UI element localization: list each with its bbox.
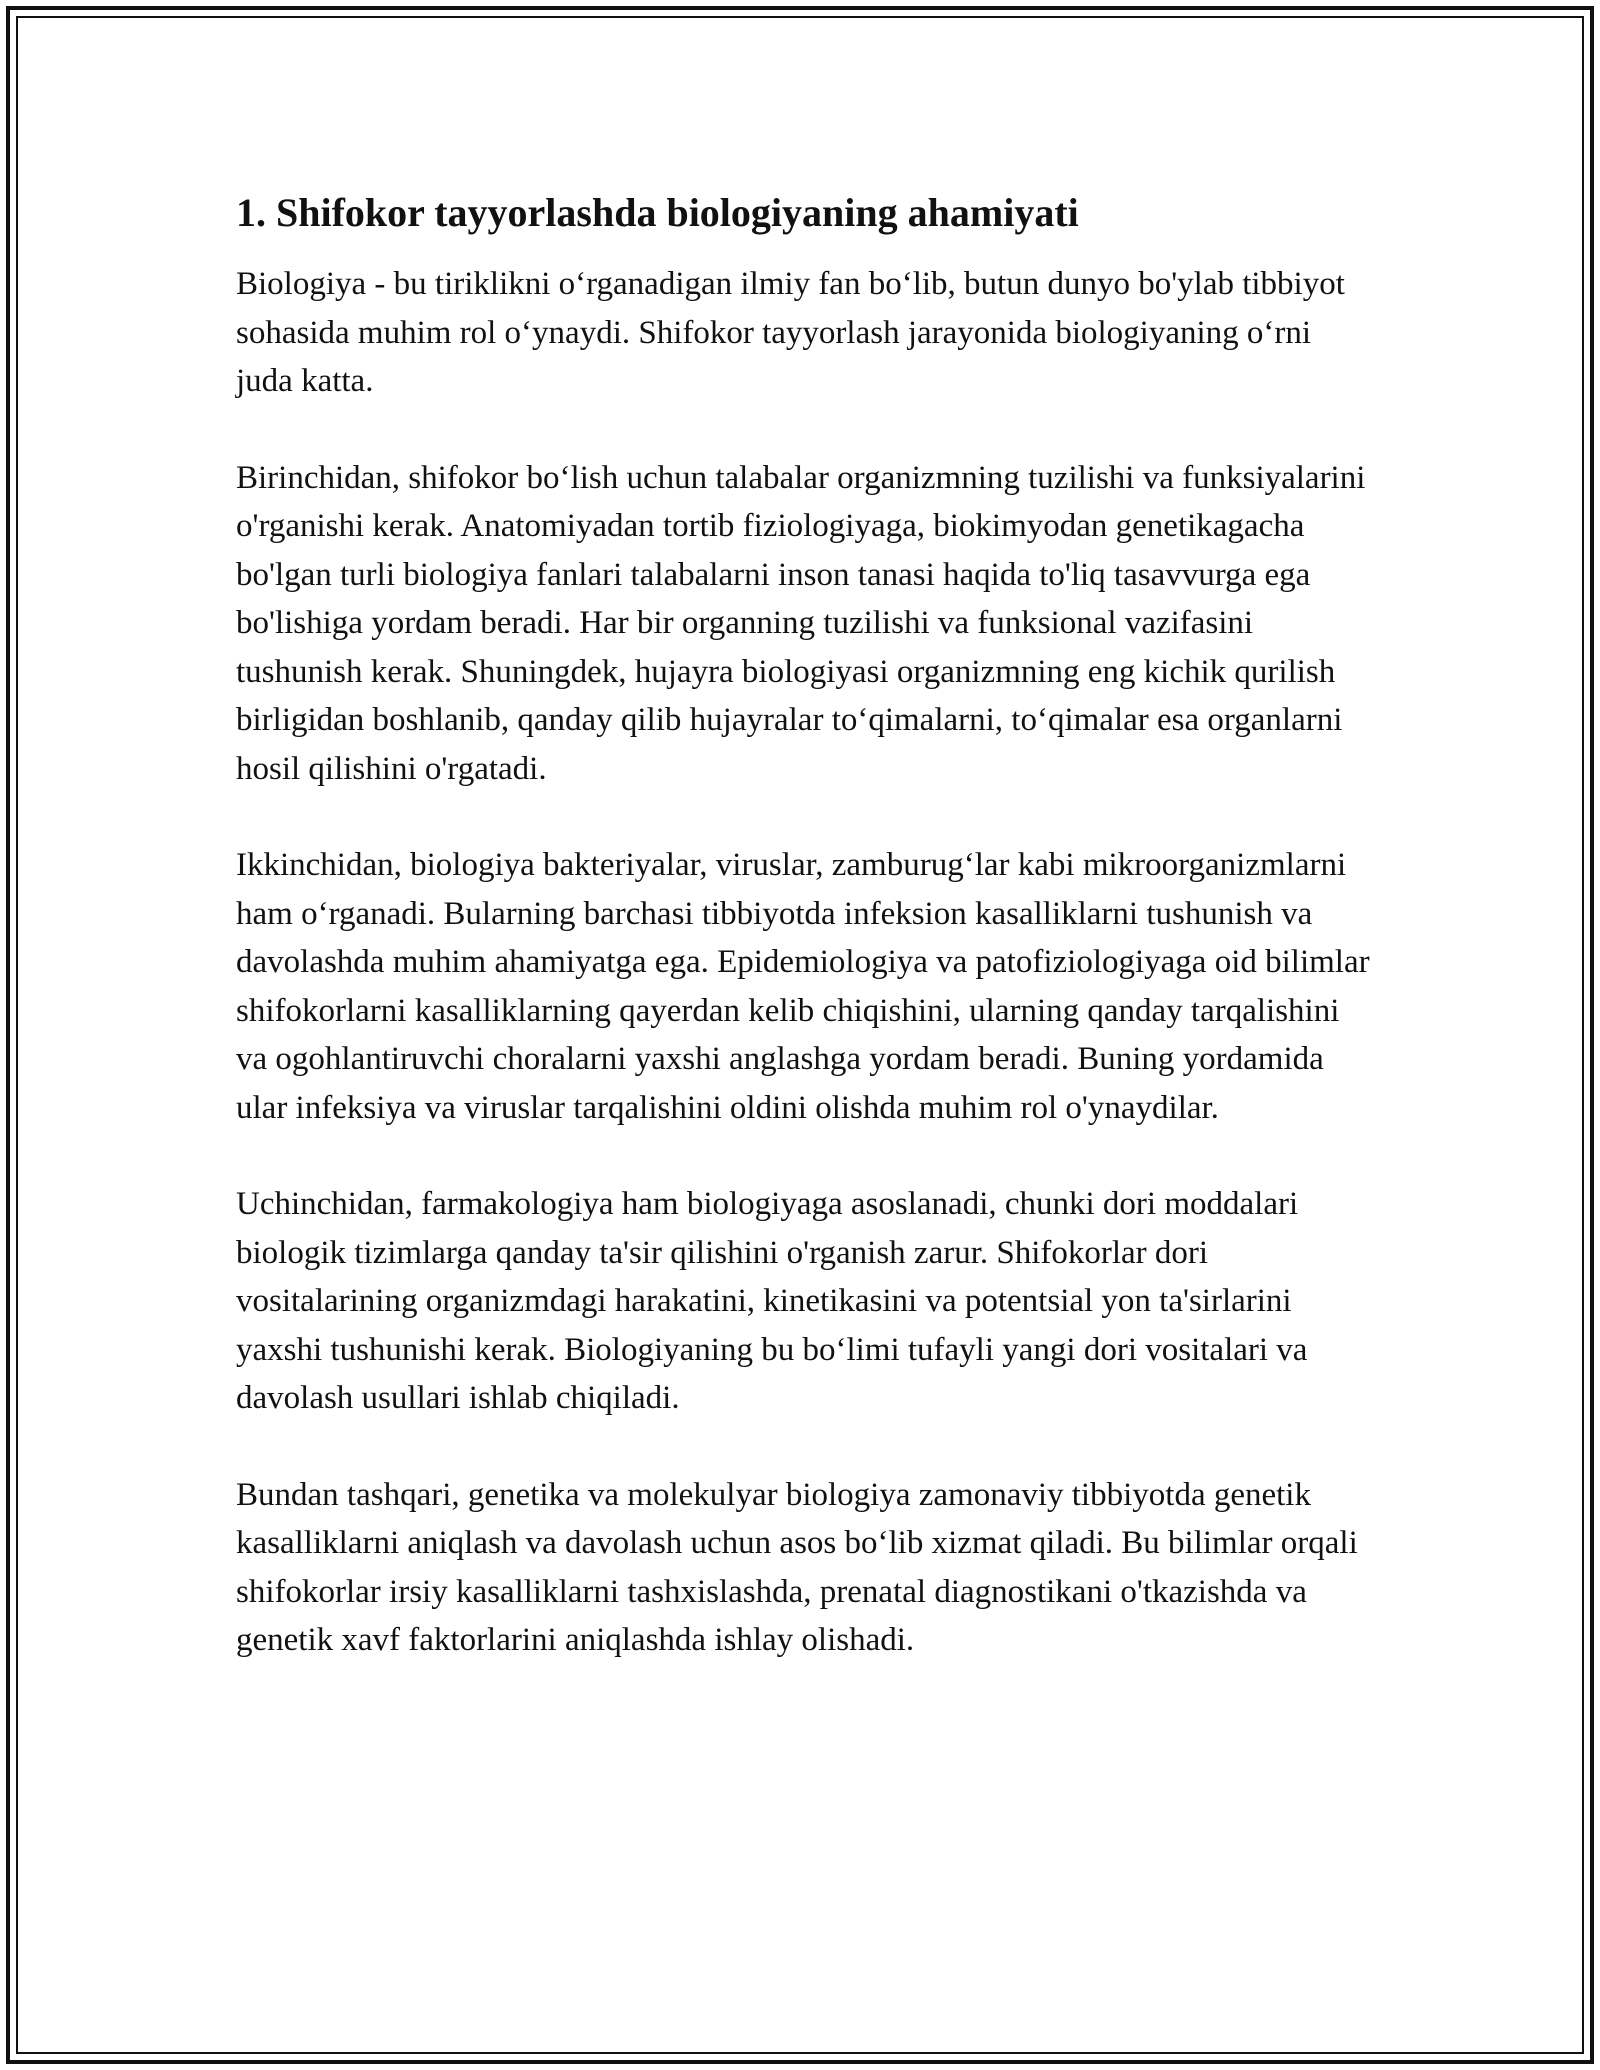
paragraph-additional: Bundan tashqari, genetika va molekulyar biologiya zamonaviy tibbiyotda genetik kasalliklarni aniqlash va davolash uchun asos boʻlib xizmat qiladi. Bu bilimlar orqali shifokorlar irsiy kasalliklarni tashxislashda, prenatal diagnostikani o'tkazishda va genetik xavf faktorlarini aniqlashda ishlay olishadi. <box>236 1476 1358 1658</box>
document-body <box>236 186 1372 1713</box>
paragraph-second: Ikkinchidan, biologiya bakteriyalar, viruslar, zamburugʻlar kabi mikroorganizmlarni ham oʻrganadi. Bularning barchasi tibbiyotda infeksion kasalliklarni tushunish va davolashda muhim ahamiyatga ega. Epidemiologiya va patofiziologiyaga oid bilimlar shifokorlarni kasalliklarning qayerdan kelib chiqishini, ularning qanday tarqalishini va ogohlantiruvchi choralarni yaxshi anglashga yordam beradi. Buning yordamida ular infeksiya va viruslar tarqalishini oldini olishda muhim rol o'ynaydilar. <box>236 847 1370 1126</box>
paragraph-third: Uchinchidan, farmakologiya ham biologiyaga asoslanadi, chunki dori moddalari biologik tizimlarga qanday ta'sir qilishini o'rganish zarur. Shifokorlar dori vositalarining organizmdagi harakatini, kinetikasini va potentsial yon ta'sirlarini yaxshi tushunishi kerak. Biologiyaning bu boʻlimi tufayli yangi dori vositalari va davolash usullari ishlab chiqiladi. <box>236 1186 1308 1416</box>
paragraph-intro: Biologiya - bu tiriklikni oʻrganadigan ilmiy fan boʻlib, butun dunyo bo'ylab tibbiyot sohasida muhim rol oʻynaydi. Shifokor tayyorlash jarayonida biologiyaning oʻrni juda katta. <box>236 266 1345 399</box>
section-title: 1. Shifokor tayyorlashda biologiyaning ahamiyati <box>236 190 1079 235</box>
paragraph-first: Birinchidan, shifokor boʻlish uchun talabalar organizmning tuzilishi va funksiyalarini o'rganishi kerak. Anatomiyadan tortib fiziologiyaga, biokimyodan genetikagacha bo'lgan turli biologiya fanlari talabalarni inson tanasi haqida to'liq tasavvurga ega bo'lishiga yordam beradi. Har bir organning tuzilishi va funksional vazifasini tushunish kerak. Shuningdek, hujayra biologiyasi organizmning eng kichik qurilish birligidan boshlanib, qanday qilib hujayralar toʻqimalarni, toʻqimalar esa organlarni hosil qilishini o'rgatadi. <box>236 459 1366 787</box>
